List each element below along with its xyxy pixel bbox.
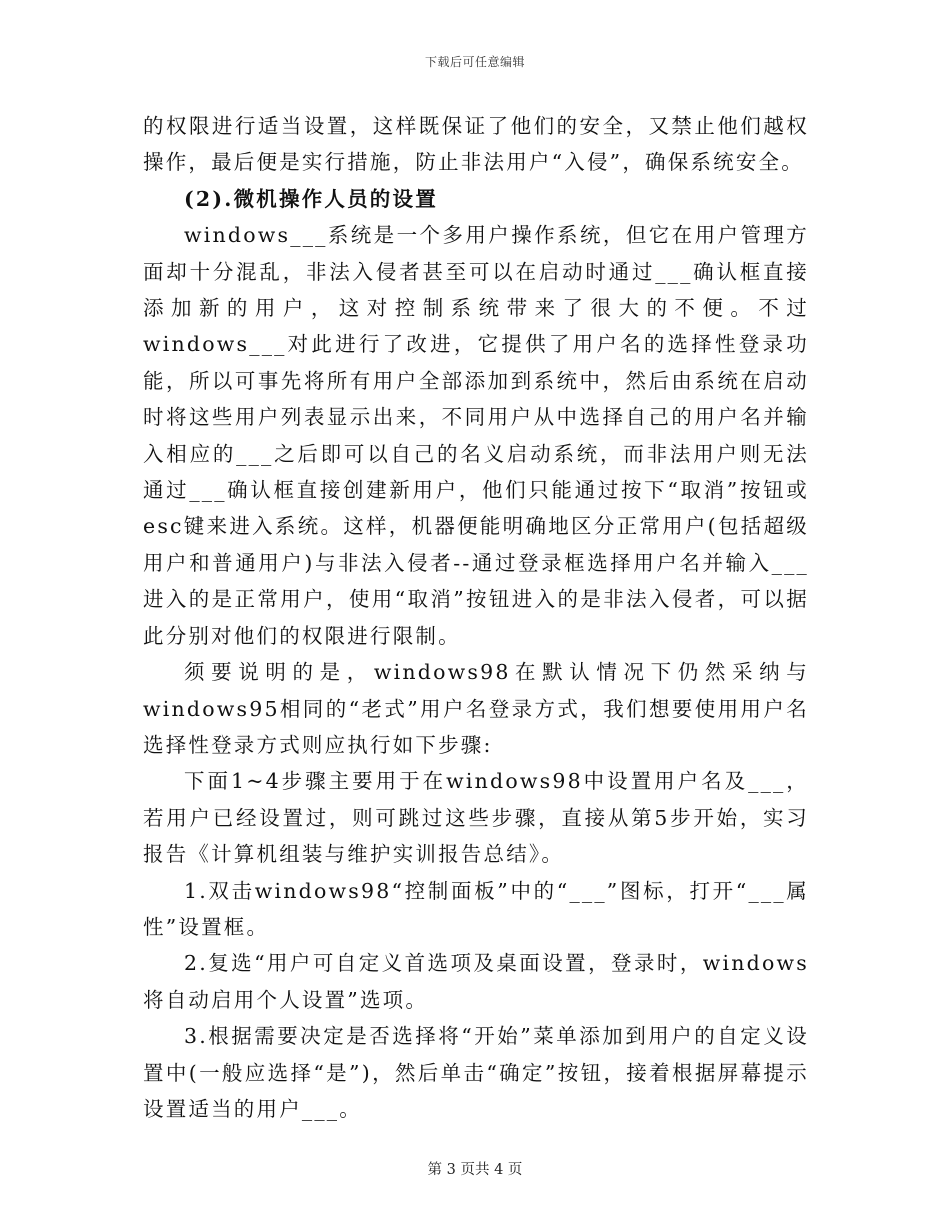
step-1: 1.双击windows98“控制面板”中的“___”图标，打开“___属性”设置框。	[143, 878, 809, 939]
paragraph: windows___系统是一个多用户操作系统，但它在用户管理方面却十分混乱，非法入侵者甚至可以在启动时通过___确认框直接添加新的用户，这对控制系统带来了很大的不便。不过windows___对此进行了改进，它提供了用户名的选择性登录功能，所以可事先将所有用户全部添加到系统中，然后由系统在启动时将这些用户列表显示出来，不同用户从中选择自己的用户名并输入相应的___之后即可以自己的名义启动系统，而非法用户则无法通过___确认框直接创建新用户，他们只能通过按下“取消”按钮或esc键来进入系统。这样，机器便能明确地区分正常用户(包括超级用户和普通用户)与非法入侵者--通过登录框选择用户名并输入___进入的是正常用户，使用“取消”按钮进入的是非法入侵者，可以据此分别对他们的权限进行限制。	[143, 223, 809, 648]
page-footer: 第 3 页共 4 页	[427, 1162, 523, 1178]
step-2: 2.复选“用户可自定义首选项及桌面设置，登录时，windows将自动启用个人设置”选项。	[143, 951, 809, 1012]
document-body	[143, 108, 809, 1127]
paragraph: 下面1~4步骤主要用于在windows98中设置用户名及___，若用户已经设置过，则可跳过这些步骤，直接从第5步开始，实习报告《计算机组装与维护实训报告总结》。	[143, 769, 809, 867]
paragraph-continuation: 的权限进行适当设置，这样既保证了他们的安全，又禁止他们越权操作，最后便是实行措施，防止非法用户“入侵”，确保系统安全。	[143, 114, 809, 175]
page-header: 下载后可任意编辑	[424, 55, 525, 69]
paragraph: 须要说明的是，windows98在默认情况下仍然采纳与windows95相同的“老式”用户名登录方式，我们想要使用用户名选择性登录方式则应执行如下步骤:	[143, 660, 809, 757]
section-heading: (2).微机操作人员的设置	[184, 186, 438, 211]
step-3: 3.根据需要决定是否选择将“开始”菜单添加到用户的自定义设置中(一般应选择“是”)，然后单击“确定”按钮，接着根据屏幕提示设置适当的用户___。	[143, 1024, 809, 1121]
